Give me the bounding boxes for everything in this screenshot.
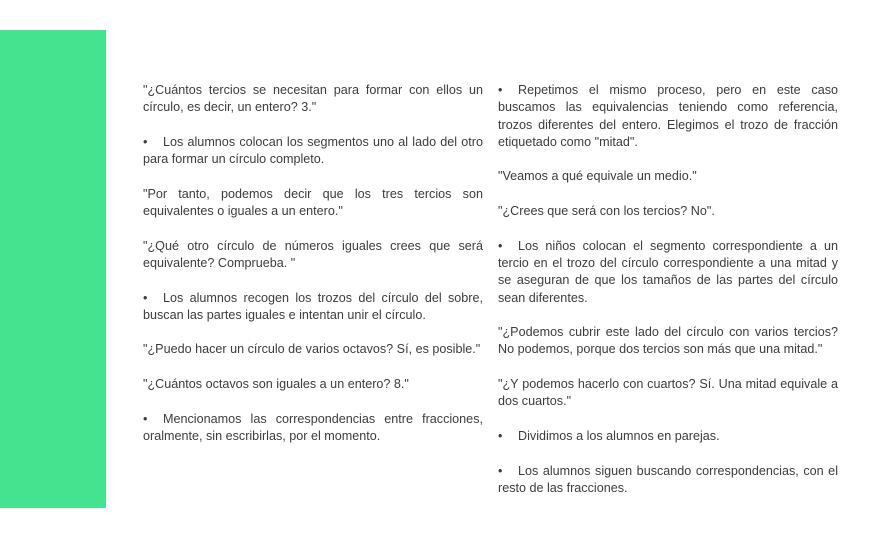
paragraph-text: Dividimos a los alumnos en parejas. <box>518 428 720 443</box>
paragraph <box>143 341 483 358</box>
paragraph-text: "Por tanto, podemos decir que los tres tercios son equivalentes o iguales a un entero." <box>143 186 483 219</box>
bullet-paragraph <box>143 411 483 446</box>
paragraph <box>498 168 838 185</box>
bullet-paragraph <box>498 82 838 151</box>
paragraph <box>143 376 483 393</box>
paragraph-text: Repetimos el mismo proceso, pero en este caso buscamos las equivalencias teniendo como referencia, trozos diferentes del entero. Elegimos el trozo de fracción etiquetado como "mitad". <box>498 83 838 149</box>
paragraph-text: "¿Cuántos octavos son iguales a un entero? 8." <box>143 377 409 392</box>
bullet-icon: • <box>143 290 148 305</box>
left-column <box>143 82 483 463</box>
paragraph-text: Los alumnos recogen los trozos del círculo del sobre, buscan las partes iguales e intentan unir el círculo. <box>143 290 483 322</box>
bullet-icon: • <box>498 428 503 443</box>
bullet-icon: • <box>498 238 503 253</box>
paragraph <box>498 324 838 359</box>
paragraph-text: Los alumnos colocan los segmentos uno al lado del otro para formar un círculo completo. <box>143 134 483 167</box>
paragraph-text: "¿Y podemos hacerlo con cuartos? Sí. Una mitad equivale a dos cuartos." <box>498 377 838 409</box>
paragraph-text: "¿Qué otro círculo de números iguales crees que será equivalente? Comprueba. " <box>143 238 483 270</box>
paragraph <box>143 82 483 117</box>
paragraph-text: Mencionamos las correspondencias entre fracciones, oralmente, sin escribirlas, por el momento. <box>143 411 483 443</box>
paragraph-text: "¿Crees que será con los tercios? No". <box>498 204 715 219</box>
paragraph <box>498 203 838 220</box>
paragraph <box>498 376 838 411</box>
paragraph-text: Los alumnos siguen buscando correspondencias, con el resto de las fracciones. <box>498 463 838 495</box>
bullet-paragraph <box>143 290 483 325</box>
paragraph <box>143 186 483 221</box>
bullet-icon: • <box>143 411 148 426</box>
paragraph <box>143 238 483 273</box>
bullet-paragraph <box>498 238 838 307</box>
bullet-icon: • <box>498 463 503 478</box>
bullet-paragraph <box>498 428 838 445</box>
paragraph-text: "Veamos a qué equivale un medio." <box>498 169 697 184</box>
bullet-icon: • <box>498 83 503 97</box>
paragraph-text: "¿Puedo hacer un círculo de varios octavos? Sí, es posible." <box>143 342 481 357</box>
bullet-icon: • <box>143 134 148 149</box>
paragraph-text: Los niños colocan el segmento correspondiente a un tercio en el trozo del círculo correspondiente a una mitad y se aseguran de que los tamaños de las partes del círculo sean diferentes. <box>498 238 838 305</box>
bullet-paragraph <box>143 134 483 169</box>
right-column <box>498 82 838 514</box>
paragraph-text: "¿Podemos cubrir este lado del círculo con varios tercios? No podemos, porque dos tercios son más que una mitad." <box>498 325 838 357</box>
bullet-paragraph <box>498 463 838 498</box>
accent-bar <box>0 30 106 508</box>
paragraph-text: "¿Cuántos tercios se necesitan para formar con ellos un círculo, es decir, un entero? 3." <box>143 83 483 115</box>
